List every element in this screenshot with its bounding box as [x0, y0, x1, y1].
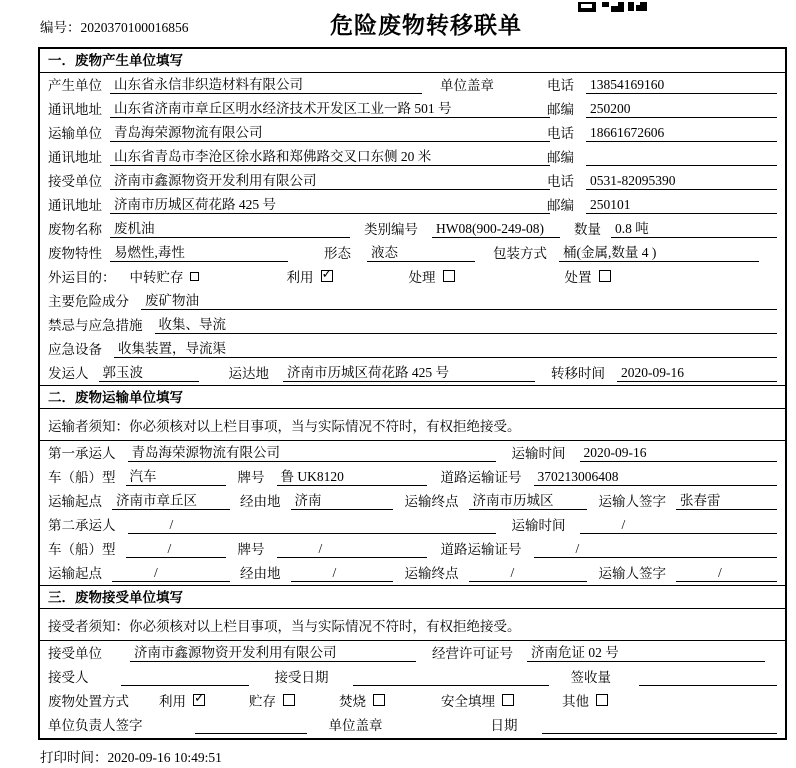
disposal-option-utilize: 利用 ✓ [159, 690, 205, 710]
vehicle1-permit-label: 道路运输证号 [440, 470, 522, 485]
producer-seal-label: 单位盖章 [440, 78, 494, 93]
route2-start-value: / [112, 564, 230, 582]
shipper-dest-label: 运达地 [228, 366, 269, 381]
waste-qty-label: 数量 [574, 222, 601, 237]
purpose-row [40, 265, 785, 289]
vehicle2-plate-label: 牌号 [237, 542, 265, 557]
route2-end-label: 运输终点 [404, 566, 459, 581]
shipper-time-label: 转移时间 [551, 366, 605, 381]
transporter-address-row [40, 145, 785, 169]
signoff-date-label: 日期 [490, 718, 518, 733]
transporter-phone-label: 电话 [547, 126, 574, 141]
section1-header: 一．废物产生单位填写 [40, 49, 785, 73]
receiver-address-value: 济南市历城区荷花路 425 号 [110, 196, 550, 214]
transporter-address-label: 通讯地址 [48, 150, 102, 165]
route1-start-label: 运输起点 [48, 494, 102, 509]
waste-name-label: 废物名称 [48, 222, 102, 237]
print-time-line [40, 746, 222, 766]
transporter-address-value: 山东省青岛市李沧区徐水路和郑佛路交叉口东侧 20 米 [110, 148, 550, 166]
waste-name-row [40, 217, 785, 241]
vehicle2-value: / [126, 540, 226, 558]
producer-label: 产生单位 [48, 78, 102, 93]
checkbox-utilize [321, 270, 333, 282]
purpose-label: 外运目的： [48, 270, 116, 285]
transporter-zip-label: 邮编 [547, 150, 574, 165]
disposal-option-storage: 贮存 [249, 690, 295, 710]
equipment-label: 应急设备 [48, 342, 102, 357]
equipment-row [40, 337, 785, 361]
waste-pack-value: 桶(金属,数量 4 ) [559, 244, 759, 262]
signoff-value [195, 717, 307, 734]
receiver-address-label: 通讯地址 [48, 198, 102, 213]
checkbox-transfer-storage [190, 272, 199, 281]
producer-address-value: 山东省济南市章丘区明水经济技术开发区工业一路 501 号 [110, 100, 550, 118]
qr-code-fragment [578, 0, 648, 16]
vehicle2-permit-label: 道路运输证号 [440, 542, 522, 557]
route2-start-label: 运输起点 [48, 566, 102, 581]
carrier1-label: 第一承运人 [48, 446, 116, 461]
vehicle2-row [40, 537, 785, 561]
checkbox-treat [443, 270, 455, 282]
emergency-label: 禁忌与应急措施 [48, 318, 143, 333]
receiver-notice-row [40, 609, 785, 641]
checkbox-disposal-landfill [502, 694, 514, 706]
receiver-value: 济南市鑫源物资开发利用有限公司 [110, 172, 550, 190]
accept-unit-value: 济南市鑫源物资开发利用有限公司 [130, 644, 416, 662]
carrier1-time-value: 2020-09-16 [580, 444, 778, 462]
vehicle1-label: 车（船）型 [48, 470, 116, 485]
route1-end-label: 运输终点 [404, 494, 459, 509]
waste-props-label: 废物特性 [48, 246, 102, 261]
vehicle1-plate-value: 鲁 UK8120 [277, 468, 427, 486]
section3-header: 三．废物接受单位填写 [40, 585, 785, 609]
vehicle2-permit-value: / [534, 540, 778, 558]
transporter-zip-value [586, 149, 777, 166]
vehicle1-row [40, 465, 785, 489]
producer-row [40, 73, 785, 97]
disposal-option-incinerate: 焚烧 [339, 690, 385, 710]
page-title: 危险废物转移联单 [330, 12, 522, 38]
shipper-dest-value: 济南市历城区荷花路 425 号 [283, 364, 535, 382]
waste-props-value: 易燃性,毒性 [110, 244, 288, 262]
accept-date-value [353, 669, 549, 686]
route1-via-label: 经由地 [240, 494, 281, 509]
waste-pack-label: 包装方式 [493, 246, 547, 261]
waste-code-value: HW08(900-249-08) [432, 220, 560, 238]
route2-sign-label: 运输人签字 [598, 566, 666, 581]
route1-sign-value: 张春雷 [676, 492, 777, 510]
checkbox-dispose [599, 270, 611, 282]
route2-via-value: / [291, 564, 393, 582]
checkbox-disposal-utilize [193, 694, 205, 706]
qr-code-icon [578, 2, 648, 12]
carrier2-value: / [128, 516, 496, 534]
acceptor-row [40, 665, 785, 689]
waste-code-label: 类别编号 [364, 222, 418, 237]
producer-value: 山东省永信非织造材料有限公司 [110, 76, 422, 94]
checkbox-disposal-incinerate [373, 694, 385, 706]
waste-name-value: 废机油 [110, 220, 350, 238]
serial-number-line [40, 16, 189, 36]
carrier2-time-label: 运输时间 [511, 518, 566, 533]
emergency-row [40, 313, 785, 337]
disposal-option-other: 其他 [562, 690, 608, 710]
vehicle2-label: 车（船）型 [48, 542, 116, 557]
checkbox-disposal-other [596, 694, 608, 706]
route2-via-label: 经由地 [240, 566, 281, 581]
signoff-label: 单位负责人签字 [48, 718, 143, 733]
carrier2-time-value: / [580, 516, 778, 534]
route1-end-value: 济南市历城区 [469, 492, 587, 510]
accept-qty-value [639, 669, 777, 686]
shipper-value: 郭玉波 [99, 364, 199, 382]
route2-row [40, 561, 785, 585]
vehicle1-value: 汽车 [126, 468, 226, 486]
carrier2-row [40, 513, 785, 537]
hazard-row [40, 289, 785, 313]
receiver-notice: 接受者须知：你必须核对以上栏目事项，当与实际情况不符时，有权拒绝接受。 [48, 618, 521, 634]
route1-sign-label: 运输人签字 [598, 494, 666, 509]
route1-via-value: 济南 [291, 492, 393, 510]
producer-address-label: 通讯地址 [48, 102, 102, 117]
carrier1-time-label: 运输时间 [511, 446, 566, 461]
receiver-label: 接受单位 [48, 174, 102, 189]
transfer-form [38, 47, 787, 740]
shipper-row [40, 361, 785, 385]
receiver-zip-label: 邮编 [547, 198, 574, 213]
section2-header: 二．废物运输单位填写 [40, 385, 785, 409]
receiver-row [40, 169, 785, 193]
license-value: 济南危证 02 号 [527, 644, 765, 662]
print-time-value: 2020-09-16 10:49:51 [107, 750, 222, 765]
producer-phone-value: 13854169160 [586, 76, 777, 94]
license-label: 经营许可证号 [432, 646, 513, 661]
carrier2-label: 第二承运人 [48, 518, 116, 533]
accept-qty-label: 签收量 [570, 670, 611, 685]
waste-form-value: 液态 [367, 244, 475, 262]
carrier1-value: 青岛海荣源物流有限公司 [128, 444, 496, 462]
receiver-phone-label: 电话 [547, 174, 574, 189]
hazard-label: 主要危险成分 [48, 294, 129, 309]
accept-unit-row [40, 641, 785, 665]
equipment-value: 收集装置，导流渠 [114, 340, 777, 358]
producer-zip-value: 250200 [586, 100, 777, 118]
vehicle1-permit-value: 370213006408 [534, 468, 778, 486]
signoff-seal-label: 单位盖章 [328, 718, 383, 733]
route1-row [40, 489, 785, 513]
acceptor-value [121, 669, 249, 686]
accept-date-label: 接受日期 [274, 670, 329, 685]
shipper-time-value: 2020-09-16 [617, 364, 777, 382]
vehicle1-plate-label: 牌号 [237, 470, 265, 485]
transporter-value: 青岛海荣源物流有限公司 [110, 124, 550, 142]
receiver-phone-value: 0531-82095390 [586, 172, 777, 190]
disposal-label: 废物处置方式 [48, 694, 129, 709]
transporter-label: 运输单位 [48, 126, 102, 141]
transporter-notice: 运输者须知：你必须核对以上栏目事项，当与实际情况不符时，有权拒绝接受。 [48, 418, 521, 434]
disposal-option-landfill: 安全填埋 [441, 690, 514, 710]
receiver-zip-value: 250101 [586, 196, 777, 214]
purpose-option-utilize: 利用 ✓ [287, 266, 333, 286]
acceptor-label: 接受人 [48, 670, 89, 685]
shipper-label: 发运人 [48, 366, 89, 381]
waste-props-row [40, 241, 785, 265]
purpose-option-treat: 处理 [409, 266, 455, 286]
transporter-notice-row [40, 409, 785, 441]
print-time-label: 打印时间： [40, 750, 108, 765]
producer-zip-label: 邮编 [547, 102, 574, 117]
transporter-row [40, 121, 785, 145]
transporter-phone-value: 18661672606 [586, 124, 777, 142]
producer-address-row [40, 97, 785, 121]
receiver-address-row [40, 193, 785, 217]
waste-qty-value: 0.8 吨 [611, 220, 777, 238]
signoff-date-value [542, 717, 778, 734]
waste-form-label: 形态 [324, 246, 351, 261]
accept-unit-label: 接受单位 [48, 646, 102, 661]
serial-number: 2020370100016856 [80, 20, 189, 35]
vehicle2-plate-value: / [277, 540, 427, 558]
purpose-option-dispose: 处置 [565, 266, 611, 286]
producer-phone-label: 电话 [547, 78, 574, 93]
hazard-value: 废矿物油 [141, 292, 777, 310]
purpose-option-transfer-storage: 中转贮存 [130, 266, 199, 286]
carrier1-row [40, 441, 785, 465]
emergency-value: 收集、导流 [155, 316, 778, 334]
disposal-row [40, 689, 785, 713]
signoff-row [40, 713, 785, 737]
route2-sign-value: / [676, 564, 777, 582]
route2-end-value: / [469, 564, 587, 582]
route1-start-value: 济南市章丘区 [112, 492, 230, 510]
serial-label: 编号： [40, 20, 81, 35]
checkbox-disposal-storage [283, 694, 295, 706]
